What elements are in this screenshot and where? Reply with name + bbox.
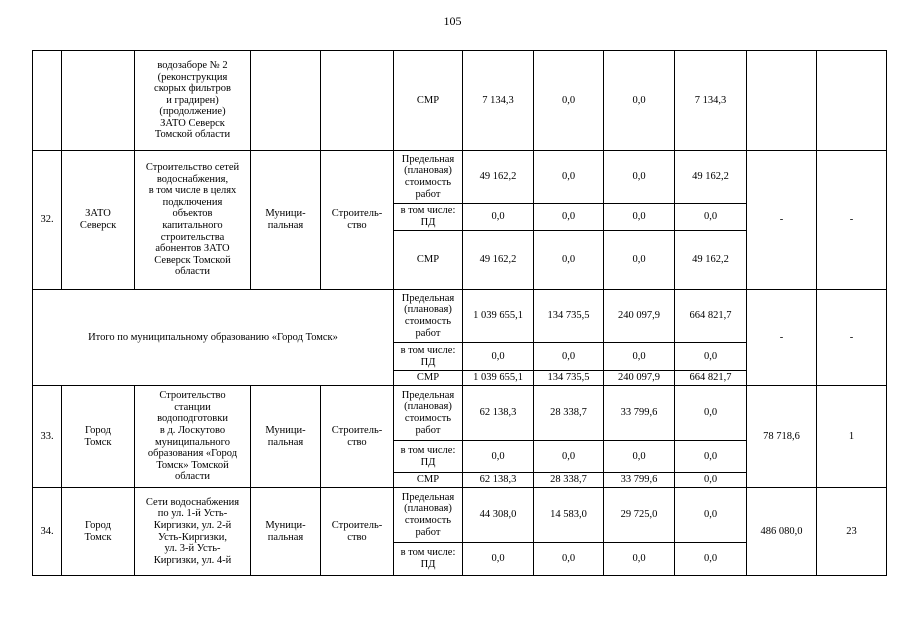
- year3-cell: 49 162,2: [675, 151, 747, 204]
- year3-cell: 664 821,7: [675, 371, 747, 386]
- capacity-cell: 78 718,6: [747, 386, 817, 488]
- table-row: [33, 151, 887, 204]
- capacity-cell: -: [747, 290, 817, 386]
- year1-cell: 0,0: [534, 343, 604, 371]
- year1-cell: 28 338,7: [534, 386, 604, 441]
- subtotal-label: Итого по муниципальному образованию «Город Томск»: [33, 290, 394, 386]
- total-cell: 1 039 655,1: [463, 371, 534, 386]
- row-number: 32.: [33, 151, 62, 290]
- year2-cell: 240 097,9: [604, 290, 675, 343]
- year1-cell: 134 735,5: [534, 371, 604, 386]
- year1-cell: 134 735,5: [534, 290, 604, 343]
- year3-cell: 0,0: [675, 204, 747, 231]
- year2-cell: 33 799,6: [604, 473, 675, 488]
- count-cell: 1: [817, 386, 887, 488]
- page-number: 105: [443, 14, 462, 28]
- total-cell: 49 162,2: [463, 231, 534, 290]
- cost-type-cell: Предельная (плановая) стоимость работ: [394, 386, 463, 441]
- year3-cell: 0,0: [675, 343, 747, 371]
- municipality-cell: Город Томск: [62, 488, 135, 576]
- total-cell: 0,0: [463, 204, 534, 231]
- cost-type-cell: СМР: [394, 473, 463, 488]
- total-cell: 0,0: [463, 543, 534, 576]
- year3-cell: 0,0: [675, 473, 747, 488]
- year3-cell: 664 821,7: [675, 290, 747, 343]
- total-cell: 0,0: [463, 441, 534, 473]
- cost-type-cell: СМР: [394, 371, 463, 386]
- work-kind-cell: Строитель- ство: [321, 488, 394, 576]
- year3-cell: 49 162,2: [675, 231, 747, 290]
- year2-cell: 0,0: [604, 543, 675, 576]
- work-kind-cell: Строитель- ство: [321, 151, 394, 290]
- table-row: [33, 290, 887, 343]
- total-cell: 49 162,2: [463, 151, 534, 204]
- capacity-cell: 486 080,0: [747, 488, 817, 576]
- cost-type-cell: в том числе: ПД: [394, 204, 463, 231]
- table-row: [33, 386, 887, 441]
- year1-cell: 0,0: [534, 204, 604, 231]
- year3-cell: 0,0: [675, 386, 747, 441]
- count-cell: 23: [817, 488, 887, 576]
- cost-type-cell: СМР: [394, 231, 463, 290]
- total-cell: 62 138,3: [463, 386, 534, 441]
- year2-cell: 0,0: [604, 343, 675, 371]
- year3-cell: 0,0: [675, 488, 747, 543]
- year1-cell: 0,0: [534, 543, 604, 576]
- investment-table: [32, 50, 887, 576]
- year2-cell: 0,0: [604, 151, 675, 204]
- cost-type-cell: Предельная (плановая) стоимость работ: [394, 488, 463, 543]
- total-cell: 0,0: [463, 343, 534, 371]
- cost-type-cell: в том числе: ПД: [394, 543, 463, 576]
- cost-type-cell: в том числе: ПД: [394, 441, 463, 473]
- ownership-cell: Муници- пальная: [251, 488, 321, 576]
- municipality-cell: Город Томск: [62, 386, 135, 488]
- cost-type-cell: в том числе: ПД: [394, 343, 463, 371]
- cost-type-cell: СМР: [394, 51, 463, 151]
- count-cell: -: [817, 290, 887, 386]
- project-name-cell: Строительство сетей водоснабжения, в том числе в целях подключения объектов капитального строительства абонентов ЗАТО Северск Томской области: [135, 151, 251, 290]
- year3-cell: 7 134,3: [675, 51, 747, 151]
- project-name-cell: Строительство станции водоподготовки в д. Лоскутово муниципального образования «Город Томск» Томской области: [135, 386, 251, 488]
- ownership-cell: Муници- пальная: [251, 386, 321, 488]
- total-cell: 44 308,0: [463, 488, 534, 543]
- row-number: 33.: [33, 386, 62, 488]
- ownership-cell: [251, 51, 321, 151]
- year2-cell: 0,0: [604, 51, 675, 151]
- ownership-cell: Муници- пальная: [251, 151, 321, 290]
- year1-cell: 0,0: [534, 151, 604, 204]
- work-kind-cell: Строитель- ство: [321, 386, 394, 488]
- year2-cell: 33 799,6: [604, 386, 675, 441]
- total-cell: 62 138,3: [463, 473, 534, 488]
- year1-cell: 28 338,7: [534, 473, 604, 488]
- year3-cell: 0,0: [675, 441, 747, 473]
- year2-cell: 240 097,9: [604, 371, 675, 386]
- year2-cell: 0,0: [604, 231, 675, 290]
- row-number: 34.: [33, 488, 62, 576]
- year2-cell: 0,0: [604, 204, 675, 231]
- capacity-cell: -: [747, 151, 817, 290]
- count-cell: [817, 51, 887, 151]
- year2-cell: 29 725,0: [604, 488, 675, 543]
- year1-cell: 0,0: [534, 441, 604, 473]
- municipality-cell: ЗАТО Северск: [62, 151, 135, 290]
- total-cell: 1 039 655,1: [463, 290, 534, 343]
- year3-cell: 0,0: [675, 543, 747, 576]
- project-name-cell: водозаборе № 2 (реконструкция скорых фильтров и градирен) (продолжение) ЗАТО Северск Томской области: [135, 51, 251, 151]
- work-kind-cell: [321, 51, 394, 151]
- project-name-cell: Сети водоснабжения по ул. 1-й Усть- Киргизки, ул. 2-й Усть-Киргизки, ул. 3-й Усть- Киргизки, ул. 4-й: [135, 488, 251, 576]
- total-cell: 7 134,3: [463, 51, 534, 151]
- cost-type-cell: Предельная (плановая) стоимость работ: [394, 151, 463, 204]
- year1-cell: 14 583,0: [534, 488, 604, 543]
- capacity-cell: [747, 51, 817, 151]
- table-row: [33, 488, 887, 543]
- row-number: [33, 51, 62, 151]
- year1-cell: 0,0: [534, 231, 604, 290]
- cost-type-cell: Предельная (плановая) стоимость работ: [394, 290, 463, 343]
- municipality-cell: [62, 51, 135, 151]
- year2-cell: 0,0: [604, 441, 675, 473]
- year1-cell: 0,0: [534, 51, 604, 151]
- count-cell: -: [817, 151, 887, 290]
- table-row: [33, 51, 887, 151]
